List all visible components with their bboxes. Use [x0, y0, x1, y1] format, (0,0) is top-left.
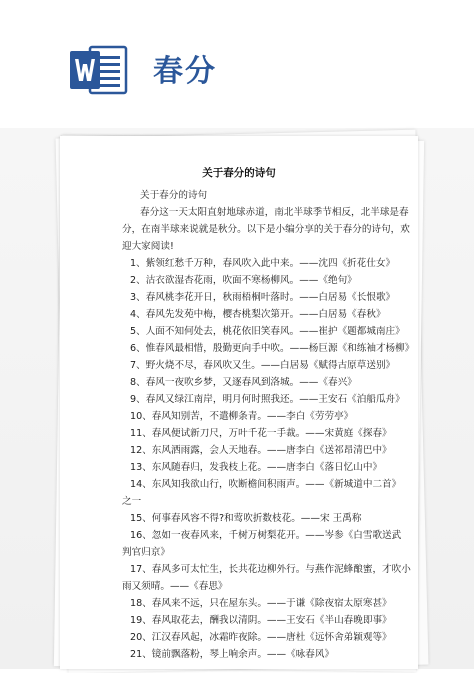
word-app-icon [70, 44, 128, 96]
poem-line: 2、沽衣欲湿杏花雨，吹面不寒杨柳风。——《绝句》 [130, 275, 357, 286]
poem-line: 16、忽如一夜春风来，千树万树梨花开。——岑参《白雪歌送武 [130, 530, 402, 541]
poem-line: 7、野火烧不尽，春风吹又生。——白居易《赋得古原草送别》 [130, 360, 396, 371]
poem-line: 18、春风来不远，只在屋东头。——于谦《除夜宿太原寒甚》 [130, 598, 392, 609]
intro-line: 春分这一天太阳直射地球赤道，南北半球季节相反，北半球是春 [140, 207, 409, 218]
poem-line: 19、春风取花去，酬我以清阴。——王安石《半山春晚即事》 [130, 615, 392, 626]
poem-line: 21、镜前飘落粉，琴上响余声。——《咏春风》 [130, 649, 335, 660]
poem-line-continued: 雨又须晴。——《春思》 [122, 581, 228, 592]
header-banner [0, 0, 474, 130]
poem-line: 20、江汉春风起，冰霜昨夜除。——唐杜《远怀舍弟颖观等》 [130, 632, 392, 643]
poem-line: 1、紫领红愁千万种，春风吹入此中来。——沈四《折花仕女》 [130, 258, 396, 269]
poem-line: 3、春风桃李花开日，秋雨梧桐叶落时。——白居易《长恨歌》 [130, 292, 396, 303]
poem-line-continued: 判官归京》 [122, 547, 170, 558]
page-title: 春分 [153, 54, 217, 89]
poem-line: 11、春风便试新刀尺，万叶千花一手裁。——宋黄庭《探春》 [130, 428, 392, 439]
poem-line: 8、春风一夜吹乡梦，又逐春风到洛城。——《春兴》 [130, 377, 357, 388]
poem-line: 6、惟春风最相惜，殷勤更向手中吹。——杨巨源《和练袖才杨柳》 [130, 343, 415, 354]
document-page [60, 136, 418, 669]
poem-line: 9、春风又绿江南岸，明月何时照我还。——王安石《泊船瓜舟》 [130, 394, 405, 405]
poem-line: 5、人面不知何处去，桃花依旧笑春风。——崔护《题都城南庄》 [130, 326, 405, 337]
poem-line: 10、春风知别苦，不遣柳条青。——李白《劳劳亭》 [130, 411, 354, 422]
poem-line: 4、春风先发苑中梅，樱杏桃梨次第开。——白居易《春秋》 [130, 309, 386, 320]
intro-line: 迎大家阅读! [122, 241, 174, 252]
poem-line: 15、何事春风容不得?和莺吹折数枝花。——宋 王禹称 [130, 513, 362, 524]
intro-line: 分，在南半球来说就是秋分。以下是小编分享的关于春分的诗句，欢 [122, 224, 410, 235]
poem-line: 17、春风多可太忙生，长共花边柳外行。与燕作泥蜂酿蜜，才吹小 [130, 564, 411, 575]
section-heading: 关于春分的诗句 [140, 190, 208, 201]
poem-line: 12、东风洒雨露，会人天地春。——唐李白《送祁昂清巴中》 [130, 445, 392, 456]
poem-line-continued: 之一 [122, 496, 142, 507]
poem-line: 13、东风随春归，发我枝上花。——唐李白《落日忆山中》 [130, 462, 383, 473]
poem-line: 14、东风知我欲山行，吹断檐间积雨声。——《新城道中二首》 [130, 479, 402, 490]
document-title: 关于春分的诗句 [202, 167, 276, 179]
